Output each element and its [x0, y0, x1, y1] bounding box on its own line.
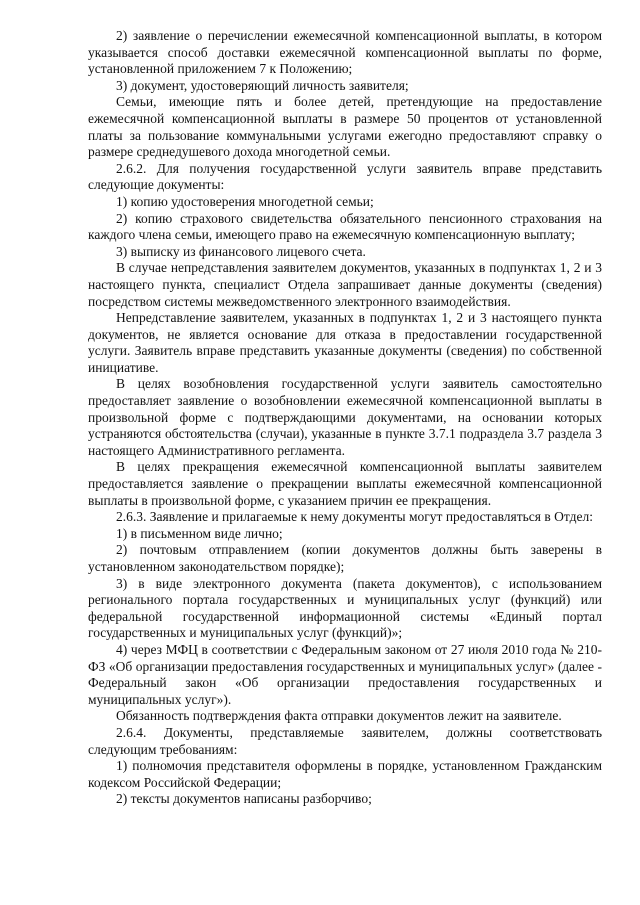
paragraph: 2.6.2. Для получения государственной услуги заявитель вправе представить следующие документы:	[88, 160, 602, 193]
paragraph: В случае непредставления заявителем документов, указанных в подпунктах 1, 2 и 3 настоящего пункта, специалист Отдела запрашивает данные документы (сведения) посредством системы межведомственного электронного взаимодействия.	[88, 260, 602, 309]
paragraph: В целях возобновления государственной услуги заявитель самостоятельно предоставляет заявление о возобновлении ежемесячной компенсационной выплаты в произвольной форме с подтверждающими документами, на основании которых устраняются обстоятельства (случаи), указанные в пункте 3.7.1 подраздела 3.7 раздела 3 настоящего Административного регламента.	[88, 376, 602, 458]
paragraph: 2) тексты документов написаны разборчиво;	[116, 791, 372, 807]
paragraph: 3) выписку из финансового лицевого счета.	[116, 243, 366, 259]
paragraph: 2.6.4. Документы, представляемые заявителем, должны соответствовать следующим требованиям:	[88, 724, 602, 757]
paragraph: Обязанность подтверждения факта отправки документов лежит на заявителе.	[116, 708, 562, 724]
paragraph: 3) в виде электронного документа (пакета документов), с использованием регионального портала государственных и муниципальных услуг (функций) или федеральной государственной информационной системы «Единый портал государственных и муниципальных услуг (функций)»;	[88, 575, 602, 641]
paragraph: 1) копию удостоверения многодетной семьи;	[116, 193, 374, 209]
paragraph: Непредставление заявителем, указанных в подпунктах 1, 2 и 3 настоящего пункта документов, не является основание для отказа в предоставлении государственной услуги. Заявитель вправе представить указанные документы (сведения) по собственной инициативе.	[88, 310, 602, 375]
paragraph: 1) в письменном виде лично;	[116, 525, 283, 541]
paragraph: 2) заявление о перечислении ежемесячной компенсационной выплаты, в котором указывается способ доставки ежемесячной компенсационной выплаты по форме, установленной приложением 7 к Положению;	[88, 28, 602, 77]
document-body	[88, 28, 602, 808]
paragraph: 1) полномочия представителя оформлены в порядке, установленном Гражданским кодексом Российской Федерации;	[88, 758, 602, 790]
paragraph: 3) документ, удостоверяющий личность заявителя;	[116, 77, 409, 93]
paragraph: 2.6.3. Заявление и прилагаемые к нему документы могут предоставляться в Отдел:	[116, 509, 593, 525]
paragraph: Семьи, имеющие пять и более детей, претендующие на предоставление ежемесячной компенсационной выплаты в размере 50 процентов от установленной платы за пользование коммунальными услугами ежегодно предоставляют справку о размере среднедушевого дохода многодетной семьи.	[88, 94, 602, 160]
paragraph: 2) почтовым отправлением (копии документов должны быть заверены в установленном законодательством порядке);	[88, 542, 602, 574]
paragraph: В целях прекращения ежемесячной компенсационной выплаты заявителем предоставляется заявление о прекращении выплаты ежемесячной компенсационной выплаты в произвольной форме, с указанием причин ее прекращения.	[88, 459, 602, 508]
paragraph: 2) копию страхового свидетельства обязательного пенсионного страхования на каждого члена семьи, имеющего право на ежемесячную компенсационную выплату;	[88, 210, 602, 243]
paragraph: 4) через МФЦ в соответствии с Федеральным законом от 27 июля 2010 года № 210-ФЗ «Об организации предоставления государственных и муниципальных услуг» (далее - Федеральный закон «Об организации предоставления государственных и муниципальных услуг»).	[88, 641, 602, 707]
